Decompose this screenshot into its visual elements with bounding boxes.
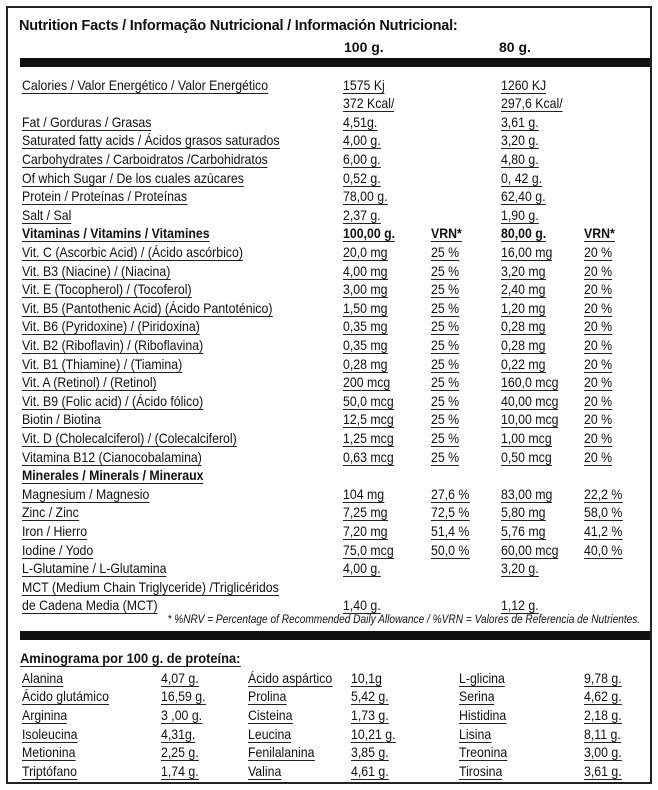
row-value-vrn2: 20 % — [584, 374, 613, 391]
row-value-vrn2: 20 % — [584, 318, 613, 335]
row-value-v100: 3,00 mg — [343, 281, 388, 298]
row-value-vrn2: 20 % — [584, 429, 613, 446]
row-value-v80: 0, 42 g. — [501, 169, 543, 186]
amino-name: Prolina — [248, 688, 287, 705]
row-value-vrn1: 25 % — [431, 411, 460, 428]
nutrient-row — [20, 75, 652, 94]
row-label: Vit. B3 (Niacine) / (Niacina) — [22, 262, 171, 279]
row-value-v100: 7,25 mg — [343, 504, 388, 521]
row-value-v80: 1,12 g. — [501, 597, 539, 614]
row-label: Biotin / Biotina — [22, 411, 101, 428]
nutrient-row — [20, 94, 652, 113]
vitamin-row — [20, 280, 652, 299]
row-value-v80: 40,00 mcg — [501, 392, 559, 409]
row-label: Fat / Gorduras / Grasas — [22, 113, 152, 130]
row-value-v80: 83,00 mg — [501, 485, 553, 502]
row-value-v80: 10,00 mcg — [501, 411, 559, 428]
row-value-v80: 62,40 g. — [501, 188, 546, 205]
amino-value: 1,74 g. — [161, 763, 199, 780]
amino-value: 10,1g — [351, 669, 382, 686]
row-label: Iron / Hierro — [22, 522, 88, 539]
amino-value: 1,73 g. — [351, 706, 389, 723]
row-value-v100: 1,40 g. — [343, 597, 381, 614]
row-value-vrn2: 41,2 % — [584, 522, 623, 539]
row-value-v100: 0,52 g. — [343, 169, 381, 186]
row-label: Saturated fatty acids / Ácidos grasos saturados — [22, 132, 280, 149]
row-value-v100: 7,20 mg — [343, 522, 388, 539]
amino-name: Ácido glutámico — [22, 688, 109, 705]
row-value-vrn2: 20 % — [584, 448, 613, 465]
amino-name: L-glicina — [459, 669, 505, 686]
amino-name: Ácido aspártico — [248, 669, 333, 686]
nutrient-row — [20, 187, 652, 206]
amino-name: Histidina — [459, 706, 507, 723]
row-value-vrn1: 25 % — [431, 355, 460, 372]
row-value-v80: 0,28 mg — [501, 336, 546, 353]
row-value-v80: 60,00 mcg — [501, 541, 559, 558]
row-value-v80: 1260 KJ — [501, 76, 547, 93]
row-value-v100: 1,50 mg — [343, 299, 388, 316]
row-value-vrn1: VRN* — [431, 225, 462, 242]
amino-value: 3 ,00 g. — [161, 706, 203, 723]
row-value-v80: 160,0 mcg — [501, 374, 559, 391]
amino-row — [20, 743, 652, 762]
row-label: de Cadena Media (MCT) — [22, 597, 158, 614]
row-value-vrn2: 20 % — [584, 281, 613, 298]
vitamin-row — [20, 391, 652, 410]
amino-row — [20, 724, 652, 743]
amino-name: Arginina — [22, 706, 68, 723]
row-label: Zinc / Zinc — [22, 504, 79, 521]
row-value-v100: 4,51g. — [343, 113, 378, 130]
row-value-v100: 0,28 mg — [343, 355, 388, 372]
row-value-v80: 2,40 mg — [501, 281, 546, 298]
amino-name: Serina — [459, 688, 495, 705]
row-value-vrn1: 25 % — [431, 336, 460, 353]
row-value-v80: 4,80 g. — [501, 150, 539, 167]
row-value-v100: 75,0 mcg — [343, 541, 394, 558]
amino-name: Valina — [248, 763, 282, 780]
amino-row — [20, 762, 652, 781]
nutrient-row — [20, 205, 652, 224]
row-value-v80: 3,20 g. — [501, 560, 539, 577]
row-value-v100: 1575 Kj — [343, 76, 385, 93]
mineral-row — [20, 521, 652, 540]
row-label: Vit. B6 (Pyridoxine) / (Piridoxina) — [22, 318, 200, 335]
row-label: Vitamina B12 (Cianocobalamina) — [22, 448, 202, 465]
row-value-vrn2: 20 % — [584, 243, 613, 260]
amino-value: 4,31g. — [161, 725, 196, 742]
row-label: Vit. B5 (Pantothenic Acid) (Ácido Pantoténico) — [22, 299, 273, 316]
amino-title: Aminograma por 100 g. de proteína: — [20, 650, 241, 666]
vitamin-row — [20, 354, 652, 373]
row-value-v100: 4,00 g. — [343, 132, 381, 149]
row-value-vrn2: 58,0 % — [584, 504, 623, 521]
amino-name: Fenilalanina — [248, 744, 315, 761]
vitamin-row — [20, 335, 652, 354]
amino-name: Triptófano — [22, 763, 78, 780]
row-label: Minerales / Minerals / Mineraux — [22, 467, 204, 484]
amino-value: 5,42 g. — [351, 688, 389, 705]
amino-value: 9,78 g. — [584, 669, 622, 686]
row-label: Calories / Valor Energético / Valor Energético — [22, 76, 269, 93]
row-value-v100: 78,00 g. — [343, 188, 388, 205]
row-label: Salt / Sal — [22, 206, 72, 223]
row-value-v80: 3,20 mg — [501, 262, 546, 279]
row-value-v80: 3,61 g. — [501, 113, 539, 130]
row-label: Vit. B2 (Riboflavin) / (Riboflavina) — [22, 336, 204, 353]
row-value-vrn1: 72,5 % — [431, 504, 470, 521]
amino-name: Cisteina — [248, 706, 293, 723]
label-title: Nutrition Facts / Informação Nutricional / Información Nutricional: — [19, 18, 458, 34]
footnote: * %NRV = Percentage of Recommended Daily Allowance / %VRN = Valores de Referencia de Nutrientes. — [167, 614, 640, 626]
nutrition-label — [6, 6, 652, 784]
minerals-header-row — [20, 466, 652, 485]
header-80g: 80 g. — [499, 39, 531, 55]
row-label: Protein / Proteínas / Proteínas — [22, 188, 188, 205]
row-value-vrn1: 25 % — [431, 374, 460, 391]
nutrient-row — [20, 131, 652, 150]
row-value-v80: 0,50 mcg — [501, 448, 552, 465]
nutrient-row — [20, 168, 652, 187]
row-value-vrn2: VRN* — [584, 225, 615, 242]
row-value-v80: 3,20 g. — [501, 132, 539, 149]
row-value-v100: 0,35 mg — [343, 318, 388, 335]
amino-value: 3,61 g. — [584, 763, 622, 780]
row-value-v100: 1,25 mcg — [343, 429, 394, 446]
amino-value: 16,59 g. — [161, 688, 206, 705]
row-value-v100: 104 mg — [343, 485, 385, 502]
vitamin-row — [20, 428, 652, 447]
row-label: Vit. B1 (Thiamine) / (Tiamina) — [22, 355, 183, 372]
row-value-vrn1: 25 % — [431, 318, 460, 335]
row-value-v80: 16,00 mg — [501, 243, 553, 260]
mineral-row — [20, 540, 652, 559]
vitamin-row — [20, 242, 652, 261]
mineral-row — [20, 559, 652, 578]
row-value-v80: 5,80 mg — [501, 504, 546, 521]
row-value-v100: 20,0 mg — [343, 243, 388, 260]
row-label: Vit. A (Retinol) / (Retinol) — [22, 374, 157, 391]
amino-value: 8,11 g. — [584, 725, 621, 742]
amino-value: 4,62 g. — [584, 688, 622, 705]
vitamins-header-row — [20, 224, 652, 243]
vitamin-row — [20, 317, 652, 336]
row-label: Carbohydrates / Carboidratos /Carbohidratos — [22, 150, 268, 167]
row-value-v80: 0,28 mg — [501, 318, 546, 335]
row-value-vrn1: 25 % — [431, 281, 460, 298]
row-value-v100: 6,00 g. — [343, 150, 381, 167]
amino-value: 4,07 g. — [161, 669, 199, 686]
row-value-vrn1: 27,6 % — [431, 485, 470, 502]
nutrient-row — [20, 112, 652, 131]
row-label: L-Glutamine / L-Glutamina — [22, 560, 167, 577]
nutrient-row — [20, 149, 652, 168]
amino-name: Alanina — [22, 669, 64, 686]
vitamin-row — [20, 373, 652, 392]
row-label: MCT (Medium Chain Triglyceride) /Triglicéridos — [22, 578, 279, 595]
row-value-vrn2: 20 % — [584, 392, 613, 409]
row-value-v100: 0,35 mg — [343, 336, 388, 353]
header-100g: 100 g. — [344, 39, 384, 55]
row-value-v100: 50,0 mcg — [343, 392, 394, 409]
row-value-vrn1: 25 % — [431, 392, 460, 409]
row-value-vrn2: 20 % — [584, 262, 613, 279]
row-value-vrn2: 20 % — [584, 355, 613, 372]
amino-value: 2,25 g. — [161, 744, 199, 761]
amino-name: Lisina — [459, 725, 492, 742]
thick-divider-amino — [20, 631, 652, 640]
mineral-row — [20, 503, 652, 522]
row-value-v100: 4,00 g. — [343, 560, 381, 577]
amino-row — [20, 668, 652, 687]
vitamin-row — [20, 298, 652, 317]
row-value-v100: 0,63 mcg — [343, 448, 394, 465]
row-value-v80: 1,90 g. — [501, 206, 539, 223]
amino-name: Tirosina — [459, 763, 503, 780]
row-label: Vit. C (Ascorbic Acid) / (Ácido ascórbico) — [22, 243, 243, 260]
row-label: Vit. D (Cholecalciferol) / (Colecalciferol) — [22, 429, 237, 446]
row-label: Magnesium / Magnesio — [22, 485, 150, 502]
amino-name: Metionina — [22, 744, 76, 761]
vitamin-row — [20, 410, 652, 429]
vitamin-row — [20, 261, 652, 280]
row-value-vrn1: 50,0 % — [431, 541, 470, 558]
amino-row — [20, 687, 652, 706]
row-value-v80: 1,20 mg — [501, 299, 546, 316]
row-value-v80: 5,76 mg — [501, 522, 546, 539]
row-value-v100: 2,37 g. — [343, 206, 381, 223]
amino-name: Leucina — [248, 725, 292, 742]
row-label: Vitaminas / Vitamins / Vitamines — [22, 225, 210, 242]
thick-divider-top — [20, 58, 652, 67]
row-value-vrn1: 25 % — [431, 262, 460, 279]
row-value-vrn2: 22,2 % — [584, 485, 623, 502]
row-value-vrn1: 25 % — [431, 299, 460, 316]
row-label: Of which Sugar / De los cuales azúcares — [22, 169, 244, 186]
row-value-v100: 12,5 mcg — [343, 411, 394, 428]
amino-value: 4,61 g. — [351, 763, 389, 780]
amino-name: Treonina — [459, 744, 508, 761]
row-value-vrn1: 25 % — [431, 448, 460, 465]
amino-value: 3,00 g. — [584, 744, 622, 761]
amino-value: 3,85 g. — [351, 744, 389, 761]
amino-name: Isoleucina — [22, 725, 78, 742]
mineral-row — [20, 577, 652, 596]
mineral-row — [20, 484, 652, 503]
row-value-v80: 1,00 mcg — [501, 429, 552, 446]
vitamin-row — [20, 447, 652, 466]
row-value-v100: 4,00 mg — [343, 262, 388, 279]
row-value-v100: 372 Kcal/ — [343, 95, 395, 112]
row-label: Vit. B9 (Folic acid) / (Ácido fólico) — [22, 392, 204, 409]
amino-value: 10,21 g. — [351, 725, 396, 742]
row-value-vrn2: 20 % — [584, 299, 613, 316]
row-value-v100: 100,00 g. — [343, 225, 396, 242]
row-value-vrn2: 40,0 % — [584, 541, 623, 558]
row-label: Iodine / Yodo — [22, 541, 94, 558]
amino-row — [20, 705, 652, 724]
row-value-v100: 200 mcg — [343, 374, 391, 391]
row-value-vrn1: 51,4 % — [431, 522, 470, 539]
mineral-row — [20, 596, 652, 615]
row-value-vrn2: 20 % — [584, 411, 613, 428]
row-value-vrn1: 25 % — [431, 429, 460, 446]
row-value-v80: 0,22 mg — [501, 355, 546, 372]
row-label: Vit. E (Tocopherol) / (Tocoferol) — [22, 281, 192, 298]
amino-value: 2,18 g. — [584, 706, 622, 723]
row-value-vrn2: 20 % — [584, 336, 613, 353]
row-value-v80: 80,00 g. — [501, 225, 547, 242]
row-value-v80: 297,6 Kcal/ — [501, 95, 563, 112]
row-value-vrn1: 25 % — [431, 243, 460, 260]
